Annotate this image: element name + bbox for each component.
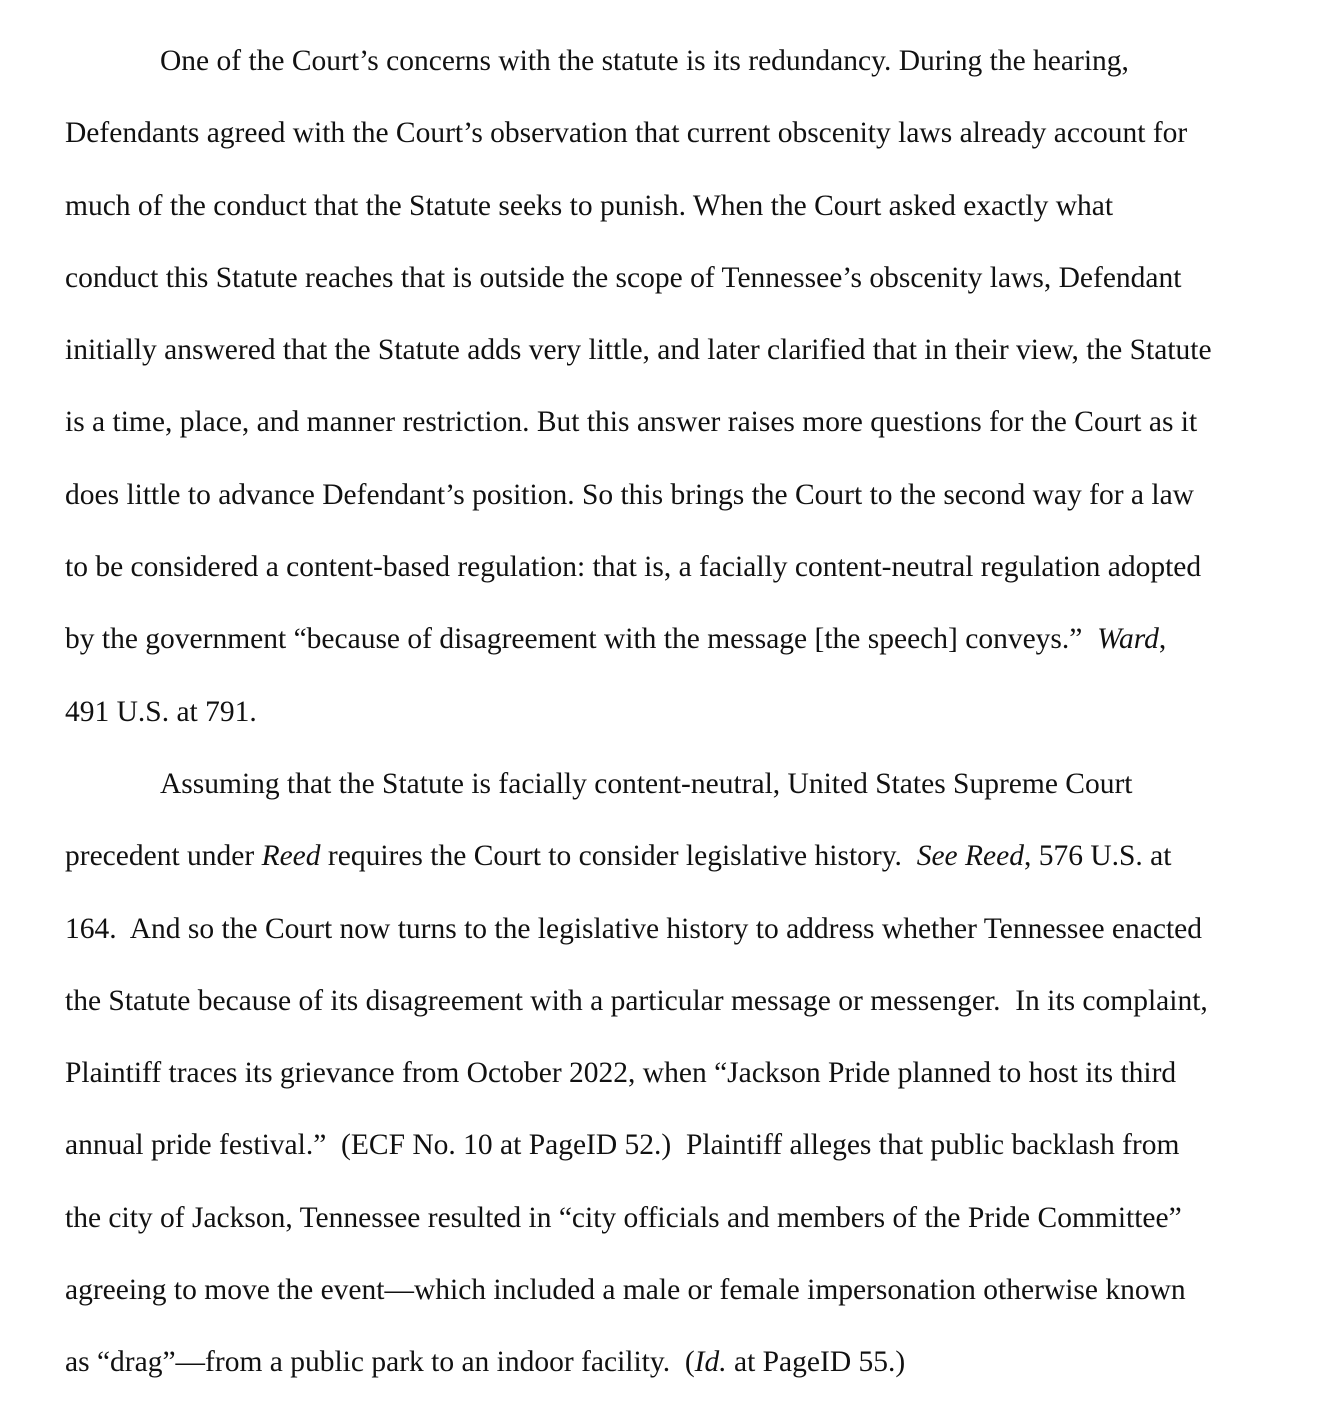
paragraph-1-line-10 bbox=[65, 676, 1293, 748]
text-run: as “drag”—from a public park to an indoor facility. ( bbox=[65, 1346, 695, 1379]
text-run: the city of Jackson, Tennessee resulted in “city officials and members of the Pride Committee” bbox=[65, 1201, 1182, 1234]
paragraph-1-line-4 bbox=[65, 242, 1293, 314]
text-run: does little to advance Defendant’s position. So this brings the Court to the second way for a law bbox=[65, 478, 1194, 511]
paragraph-2-line-8 bbox=[65, 1254, 1293, 1326]
paragraph-2-line-2 bbox=[65, 820, 1293, 892]
case-citation-ward: Ward bbox=[1097, 623, 1159, 656]
paragraph-2-line-1 bbox=[65, 748, 1293, 820]
text-run: by the government “because of disagreement with the message [the speech] conveys.” bbox=[65, 623, 1098, 656]
text-run: at PageID 55.) bbox=[726, 1346, 906, 1379]
document-body bbox=[65, 25, 1293, 1399]
text-run: Defendants agreed with the Court’s observation that current obscenity laws already account for bbox=[65, 117, 1188, 150]
text-run: precedent under bbox=[65, 840, 262, 873]
paragraph-2-line-6 bbox=[65, 1109, 1293, 1181]
paragraph-1-line-5 bbox=[65, 314, 1293, 386]
paragraph-1-line-3 bbox=[65, 170, 1293, 242]
paragraph-2-line-5 bbox=[65, 1037, 1293, 1109]
text-run: 164. And so the Court now turns to the legislative history to address whether Tennessee enacted bbox=[65, 912, 1203, 945]
text-run: annual pride festival.” (ECF No. 10 at PageID 52.) Plaintiff alleges that public backlash from bbox=[65, 1129, 1180, 1162]
paragraph-1-line-1 bbox=[65, 25, 1293, 97]
paragraph-2-line-9 bbox=[65, 1326, 1293, 1398]
text-run: agreeing to move the event—which included a male or female impersonation otherwise known bbox=[65, 1274, 1186, 1307]
paragraph-2-line-7 bbox=[65, 1182, 1293, 1254]
case-citation-reed: Reed bbox=[261, 840, 321, 873]
text-run: 491 U.S. at 791. bbox=[65, 695, 257, 728]
text-run: the Statute because of its disagreement with a particular message or messenger. In its complaint, bbox=[65, 984, 1208, 1017]
text-run: Plaintiff traces its grievance from October 2022, when “Jackson Pride planned to host its third bbox=[65, 1057, 1177, 1090]
paragraph-2-line-3 bbox=[65, 893, 1293, 965]
paragraph-2-line-4 bbox=[65, 965, 1293, 1037]
text-run: conduct this Statute reaches that is outside the scope of Tennessee’s obscenity laws, Defendant bbox=[65, 261, 1182, 294]
citation-id: Id. bbox=[694, 1346, 727, 1379]
paragraph-1-line-9 bbox=[65, 603, 1293, 675]
text-run: is a time, place, and manner restriction. But this answer raises more questions for the Court as it bbox=[65, 406, 1198, 439]
text-run: One of the Court’s concerns with the statute is its redundancy. During the hearing, bbox=[160, 45, 1129, 77]
text-run: requires the Court to consider legislative history. bbox=[320, 840, 917, 873]
paragraph-1-line-7 bbox=[65, 459, 1293, 531]
paragraph-1-line-8 bbox=[65, 531, 1293, 603]
paragraph-1-line-6 bbox=[65, 386, 1293, 458]
text-run: Assuming that the Statute is facially content-neutral, United States Supreme Court bbox=[160, 767, 1133, 800]
case-citation-see-reed: See Reed bbox=[916, 840, 1024, 873]
text-run: , bbox=[1158, 623, 1167, 656]
text-run: much of the conduct that the Statute seeks to punish. When the Court asked exactly what bbox=[65, 189, 1114, 222]
text-run: to be considered a content-based regulation: that is, a facially content-neutral regulation adopted bbox=[65, 551, 1202, 584]
paragraph-1-line-2 bbox=[65, 97, 1293, 169]
text-run: , 576 U.S. at bbox=[1023, 840, 1172, 873]
text-run: initially answered that the Statute adds very little, and later clarified that in their view, the Statute bbox=[65, 334, 1212, 367]
